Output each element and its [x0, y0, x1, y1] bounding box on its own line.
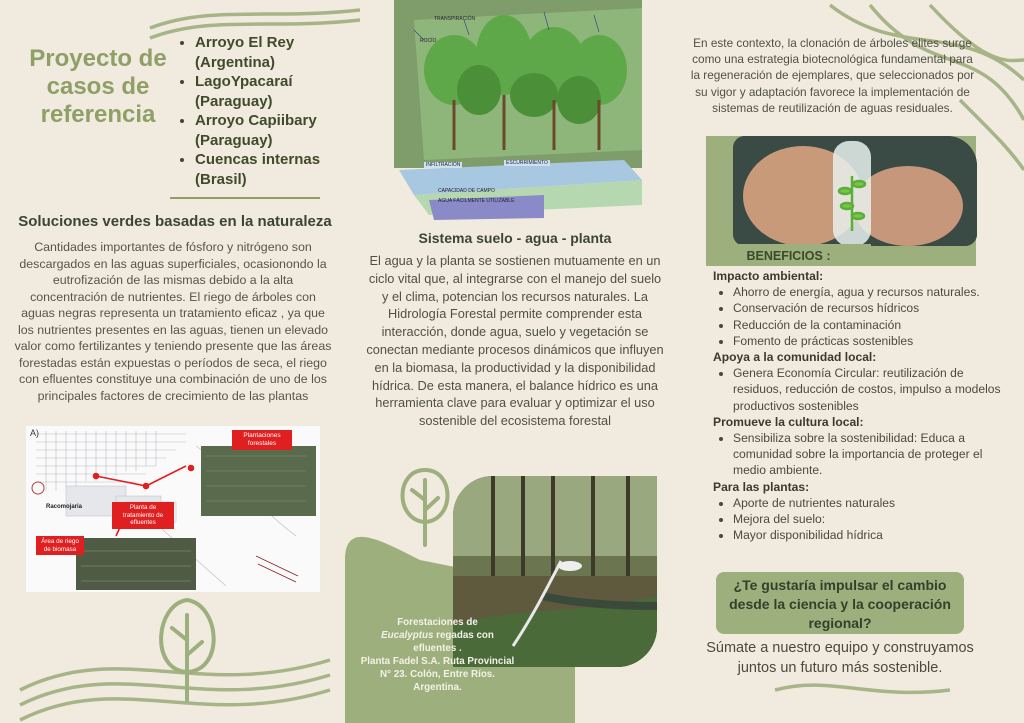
benefit-item: • Sensibiliza sobre la sostenibilidad: Educa a comunidad sobre la importancia de proteger el medio ambiente.: [733, 430, 1003, 479]
benefit-item: • Aporte de nutrientes naturales: [733, 495, 1003, 511]
map-label-planta-tratamiento: Planta de tratamiento de efluentes: [112, 502, 174, 529]
benefit-heading: Promueve la cultura local:: [713, 414, 864, 429]
reference-cases-list: [175, 33, 370, 189]
benefit-item: • Genera Economía Circular: reutilización de residuos, reducción de costos, impulso a modelos productivos sostenibles: [733, 365, 1003, 414]
section-title-sistema: Sistema suelo - agua - planta: [418, 230, 612, 246]
cta-question-box: ¿Te gustaría impulsar el cambio desde la ciencia y la cooperación regional?: [716, 572, 964, 634]
diagram-label: CAPACIDAD DE CAMPO: [438, 188, 495, 194]
reference-item: • Arroyo El Rey (Argentina): [195, 33, 370, 72]
benefit-item: • Mejora del suelo:: [733, 511, 1003, 527]
project-title: [18, 45, 178, 129]
diagram-label: ESCURRIMIENTO: [506, 160, 548, 166]
benefit-item: • Fomento de prácticas sostenibles: [733, 333, 1003, 349]
project-title-line: Proyecto de: [29, 45, 167, 72]
diagram-label: TRANSPIRACIÓN: [434, 16, 476, 22]
section-title-soluciones: Soluciones verdes basadas en la naturaleza: [18, 213, 332, 230]
map-label-area-riego: Área de riego de biomasa: [36, 536, 84, 555]
plant-tube-illustration: [733, 136, 977, 246]
effluent-map-figure: [26, 426, 320, 592]
benefit-item: • Reducción de la contaminación: [733, 317, 1003, 333]
project-title-line: referencia: [40, 101, 156, 128]
divider: [170, 197, 320, 199]
reference-item: • LagoYpacaraí (Paraguay): [195, 72, 370, 111]
cta-invitation: Súmate a nuestro equipo y construyamos juntos un futuro más sostenible.: [706, 640, 974, 676]
forest-diagram-illustration: [394, 0, 642, 220]
caption-line3: Planta Fadel S.A. Ruta Provincial N° 23. Colón, Entre Ríos. Argentina.: [360, 656, 515, 693]
benefits-list: [713, 268, 1003, 543]
benefit-items: [713, 284, 1003, 349]
benefit-item: • Ahorro de energía, agua y recursos naturales.: [733, 284, 1003, 300]
benefit-items: [713, 430, 1003, 479]
plant-tube-photo: [733, 136, 977, 246]
eucalyptus-caption: [360, 616, 515, 694]
caption-line2: regadas con efluentes .: [413, 630, 494, 654]
benefit-item: • Mayor disponibilidad hídrica: [733, 527, 1003, 543]
benefit-item: • Conservación de recursos hídricos: [733, 300, 1003, 316]
reference-item: • Cuencas internas (Brasil): [195, 150, 370, 189]
soluciones-paragraph: Cantidades importantes de fósforo y nitrógeno son descargados en las aguas superficiales, ocasionondo la eutrofización de las mismas debido a la alta concentración de nutrientes. El riego de árboles con aguas negras representa un tratamiento eficaz , ya que los nutrientes presentes en las aguas, tienen un elevado valor como fertilizantes y teniendo presente que las áreas forestadas están expuestas o períodos de seca, el riego con efluentes constituye una combinación de uno de los principales factores de crecimiento de las plantas: [14, 240, 332, 403]
benefit-items: [713, 495, 1003, 544]
hydrology-diagram: [394, 0, 642, 220]
map-panel-label: A): [30, 428, 39, 438]
reference-item: • Arroyo Capiibary (Paraguay): [195, 111, 370, 150]
project-title-line: casos de: [46, 73, 150, 100]
sistema-paragraph: El agua y la planta se sostienen mutuamente en un ciclo vital que, al integrarse con el manejo del suelo y el clima, potencian los recursos naturales. La Hidrología Forestal permite comprender esta interacción, donde agua, suelo y vegetación se conectan mediante procesos dinámicos que influyen en la biomasa, la productividad y la disponibilidad hídrica. De esta manera, el balance hídrico es una herramienta clave para evaluar y optimizar el uso sostenible del ecosistema forestal: [366, 253, 664, 429]
caption-species: Eucalyptus: [381, 630, 434, 641]
cloning-intro: En este contexto, la clonación de árboles elites surge como una estrategia biotecnológica fundamental para la regeneración de ejemplares, que seleccionados por su vigor y adaptación favorece la implementación de sistemas de reutilización de aguas residuales.: [690, 36, 975, 115]
diagram-label: INFILTRACIÓN: [426, 162, 461, 168]
benefit-heading: Impacto ambiental:: [713, 269, 824, 283]
benefit-heading: Apoya a la comunidad local:: [713, 350, 877, 365]
diagram-label: AGUA FÁCILMENTE UTILIZABLE: [438, 198, 515, 204]
benefits-label: BENEFICIOS :: [706, 244, 871, 266]
benefit-heading: Para las plantas:: [713, 479, 810, 494]
caption-line1: Forestaciones de: [397, 617, 478, 628]
map-label-plantaciones: Plantaciones forestales: [232, 430, 292, 450]
benefit-items: [713, 365, 1003, 414]
map-town-label: Racomojaria: [46, 504, 83, 510]
diagram-label: ROCÍO: [420, 38, 437, 44]
